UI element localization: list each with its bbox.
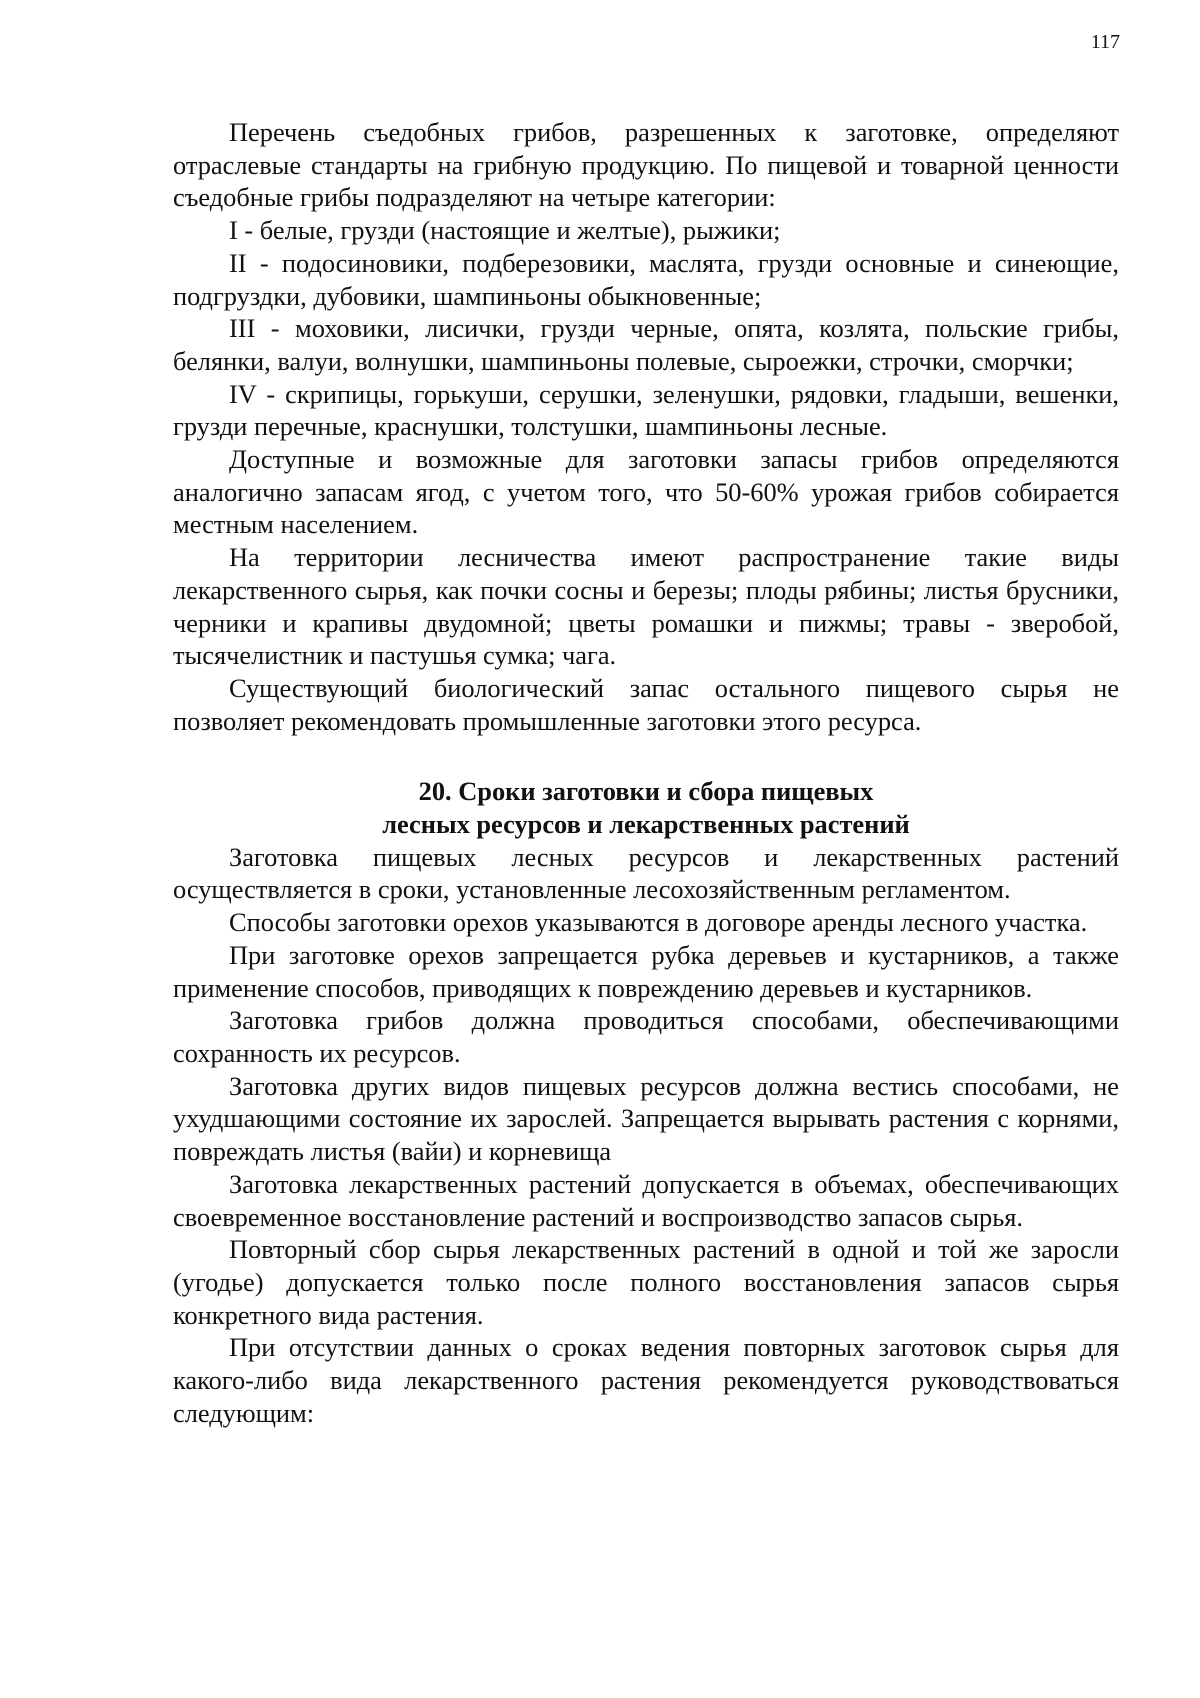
page-number: 117: [1090, 31, 1120, 53]
paragraph: Заготовка грибов должна проводиться способами, обеспечивающими сохранность их ресурсов.: [173, 1005, 1119, 1068]
list-item-category-1: I - белые, грузди (настоящие и желтые), рыжики;: [229, 215, 781, 246]
paragraph: Перечень съедобных грибов, разрешенных к заготовке, определяют отраслевые стандарты на грибную продукцию. По пищевой и товарной ценности съедобные грибы подразделяют на четыре категории:: [173, 117, 1119, 213]
paragraph: Доступные и возможные для заготовки запасы грибов определяются аналогично запасам ягод, с учетом того, что 50-60% урожая грибов собирается местным населением.: [173, 444, 1119, 540]
paragraph: На территории лесничества имеют распространение такие виды лекарственного сырья, как почки сосны и березы; плоды рябины; листья брусники, черники и крапивы двудомной; цветы ромашки и пижмы; травы - зверобой, тысячелистник и пастушья сумка; чага.: [173, 542, 1119, 671]
list-item-category-4: IV - скрипицы, горькуши, серушки, зеленушки, рядовки, гладыши, вешенки, грузди перечные, краснушки, толстушки, шампиньоны лесные.: [173, 378, 1119, 442]
list-item-category-2: II - подосиновики, подберезовики, маслята, грузди основные и синеющие, подгруздки, дубовики, шампиньоны обыкновенные;: [173, 247, 1119, 311]
paragraph: При отсутствии данных о сроках ведения повторных заготовок сырья для какого-либо вида лекарственного растения рекомендуется руководствоваться следующим:: [173, 1332, 1119, 1428]
section-heading: [173, 775, 1119, 840]
section-heading-line-1: 20. Сроки заготовки и сбора пищевых: [418, 776, 874, 807]
paragraph: Заготовка других видов пищевых ресурсов должна вестись способами, не ухудшающими состояние их зарослей. Запрещается вырывать растения с корнями, повреждать листья (вайи) и корневища: [173, 1070, 1119, 1167]
paragraph: Существующий биологический запас остального пищевого сырья не позволяет рекомендовать промышленные заготовки этого ресурса.: [173, 672, 1119, 736]
paragraph: Заготовка пищевых лесных ресурсов и лекарственных растений осуществляется в сроки, установленные лесохозяйственным регламентом.: [173, 841, 1119, 905]
paragraph: При заготовке орехов запрещается рубка деревьев и кустарников, а также применение способов, приводящих к повреждению деревьев и кустарников.: [173, 939, 1119, 1003]
paragraph: Способы заготовки орехов указываются в договоре аренды лесного участка.: [229, 907, 1088, 938]
document-body: [173, 116, 1119, 1429]
section-heading-line-2: лесных ресурсов и лекарственных растений: [382, 809, 910, 840]
paragraph: Заготовка лекарственных растений допускается в объемах, обеспечивающих своевременное восстановление растений и воспроизводство запасов сырья.: [173, 1168, 1119, 1232]
paragraph: Повторный сбор сырья лекарственных растений в одной и той же заросли (угодье) допускается только после полного восстановления запасов сырья конкретного вида растения.: [173, 1234, 1119, 1330]
list-item-category-3: III - моховики, лисички, грузди черные, опята, козлята, польские грибы, белянки, валуи, волнушки, шампиньоны полевые, сыроежки, строчки, сморчки;: [173, 313, 1119, 376]
